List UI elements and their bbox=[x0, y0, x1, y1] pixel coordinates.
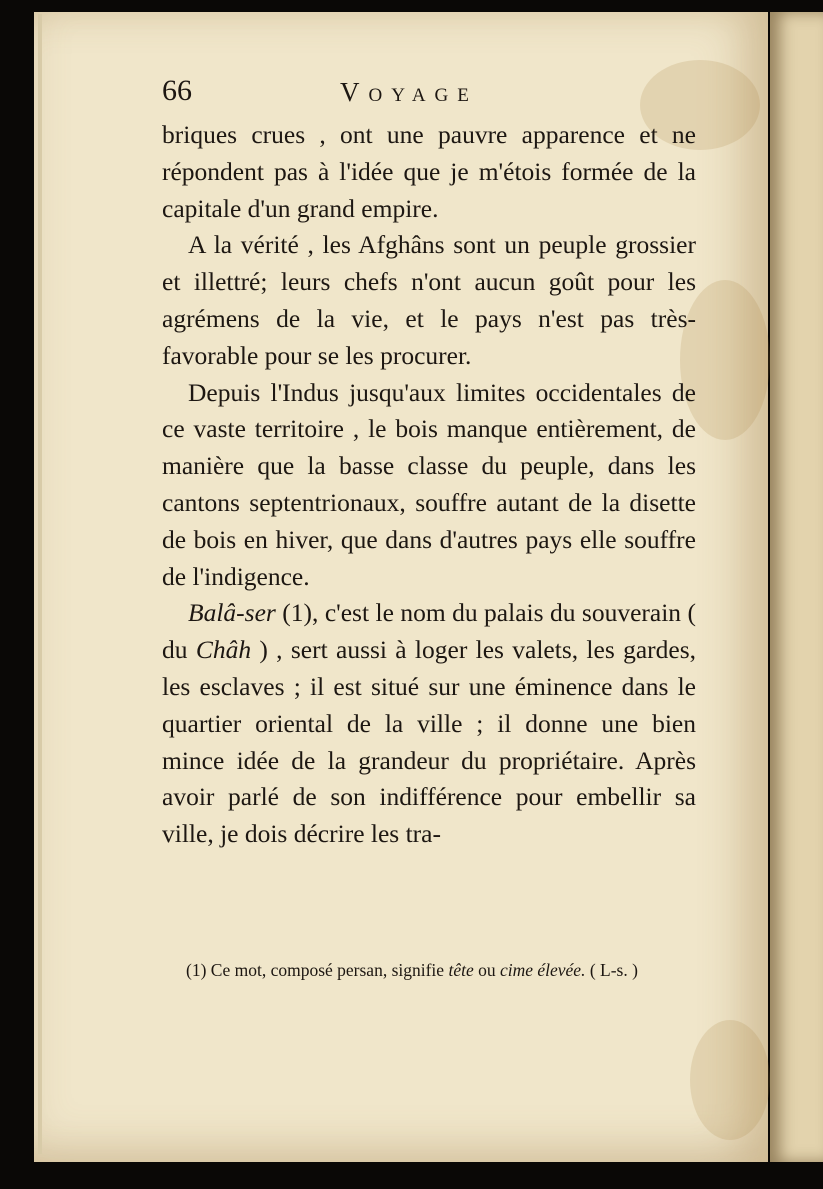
text-run: Depuis l'Indus jusqu'aux limites occidentales de ce vaste territoire , le bois manque entièrement, de manière que la basse classe du peuple, dans les cantons septentrionaux, souffre autant de la disette de bois en hiver, que dans d'autres pays elle souffre de l'indigence. bbox=[162, 377, 696, 591]
page-number: 66 bbox=[162, 74, 192, 107]
text-run: ou bbox=[473, 960, 500, 980]
body-text bbox=[162, 117, 696, 853]
text-run: ) , sert aussi à loger les valets, les gardes, les esclaves ; il est situé sur une éminence dans le quartier oriental de la ville ; il donne une bien mince idée de la grandeur du propriétaire. Après avoir parlé de son indifférence pour embellir sa ville, je dois décrire les tra- bbox=[162, 635, 696, 849]
text-run: ( L-s. ) bbox=[585, 960, 638, 980]
text-run: briques crues , ont une pauvre apparence et ne répondent pas à l'idée que je m'étois formée de la capitale d'un grand empire. bbox=[162, 120, 696, 223]
page-header bbox=[162, 74, 702, 108]
paragraph bbox=[162, 595, 696, 853]
text-run: (1) Ce mot, composé persan, signifie bbox=[186, 960, 449, 980]
paragraph bbox=[162, 117, 696, 227]
footnote bbox=[162, 958, 696, 983]
facing-page-edge bbox=[770, 12, 823, 1162]
italic-text: tête bbox=[448, 960, 474, 980]
paragraph bbox=[162, 375, 696, 596]
italic-text: Balâ-ser bbox=[188, 598, 276, 628]
running-title: Voyage bbox=[340, 77, 478, 107]
text-run: A la vérité , les Afghâns sont un peuple grossier et illettré; leurs chefs n'ont aucun goût pour les agrémens de la vie, et le pays n'est pas très-favorable pour se les procurer. bbox=[162, 230, 696, 370]
page-edge bbox=[38, 14, 42, 1154]
paragraph bbox=[162, 227, 696, 374]
paper-stain bbox=[690, 1020, 770, 1140]
text-run: (1), c'est le nom du palais du souverain ( du bbox=[162, 598, 696, 665]
italic-text: cime élevée. bbox=[499, 960, 586, 980]
italic-text: Châh bbox=[195, 635, 252, 665]
